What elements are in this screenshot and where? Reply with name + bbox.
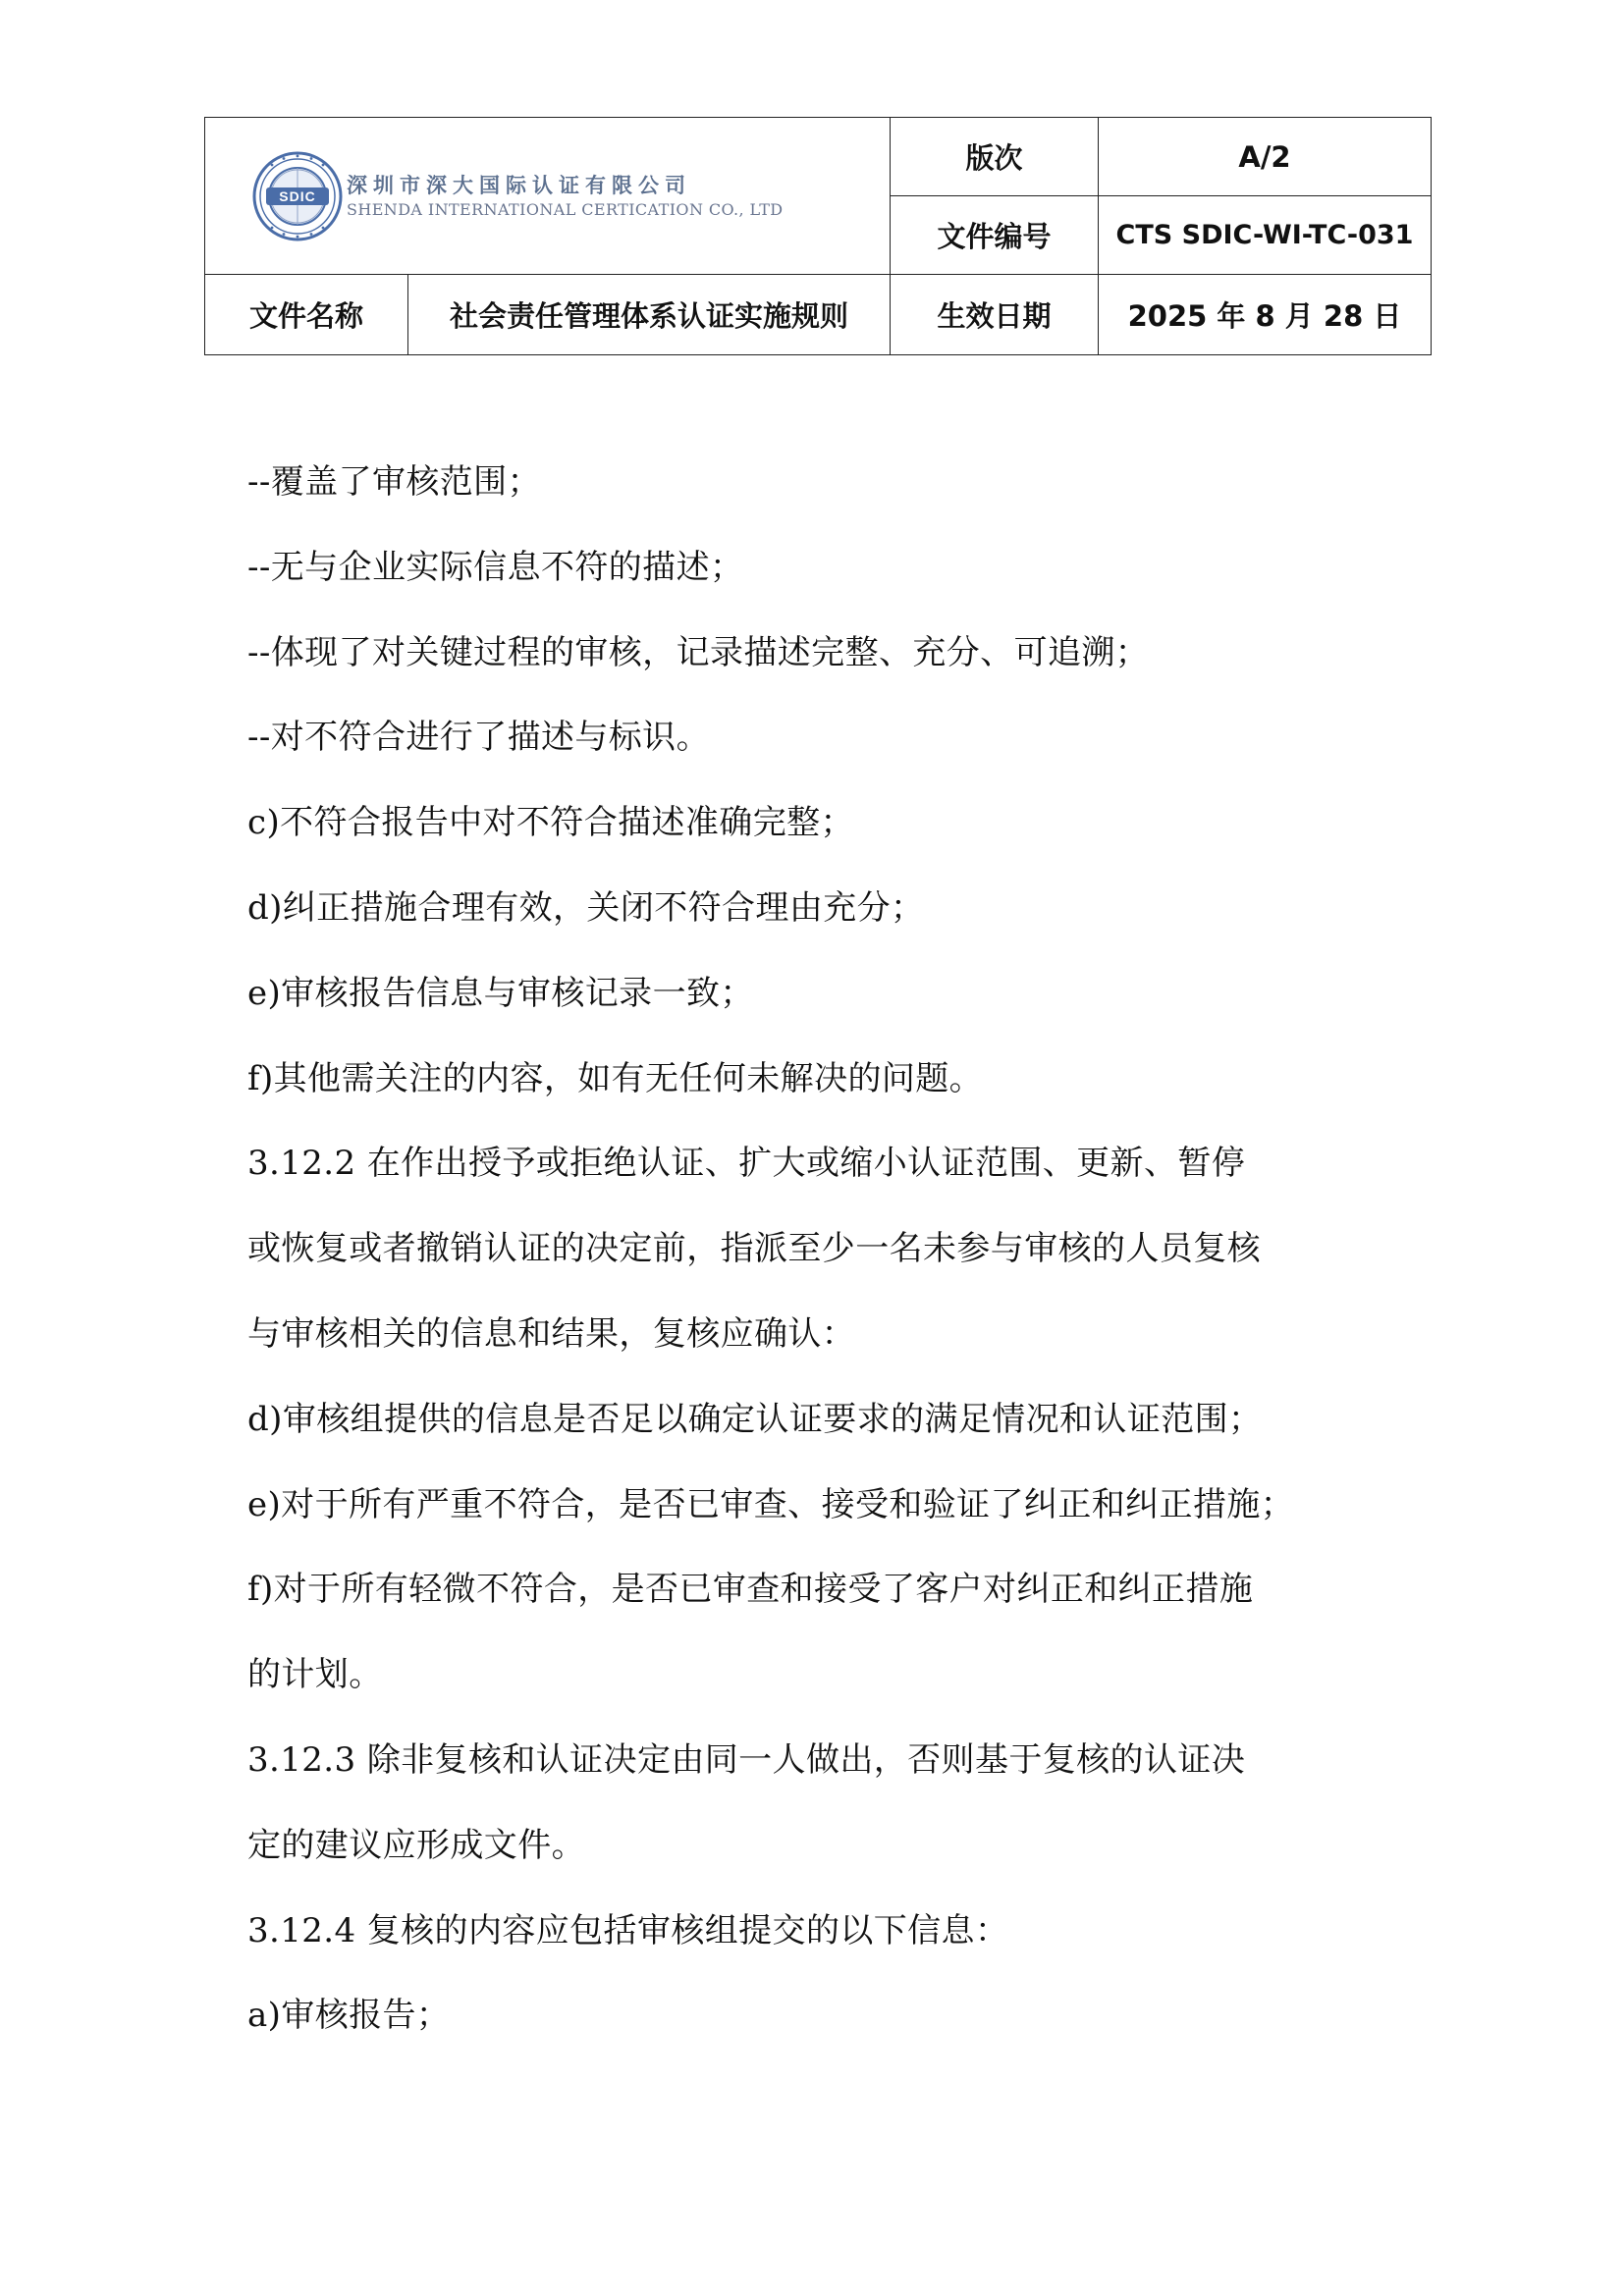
body-line: e)对于所有严重不符合，是否已审查、接受和验证了纠正和纠正措施；: [247, 1484, 1295, 1524]
document-header-table: [204, 117, 1432, 355]
doc-no-label: 文件编号: [891, 196, 1099, 275]
doc-no-value: CTS SDIC-WI-TC-031: [1099, 196, 1432, 275]
company-logo: [252, 151, 784, 241]
effective-date-value: 2025 年 8 月 28 日: [1099, 275, 1432, 355]
body-line: c)不符合报告中对不符合描述准确完整；: [247, 803, 854, 843]
company-logo-cell: [205, 118, 891, 275]
body-line: e)审核报告信息与审核记录一致；: [247, 973, 754, 1013]
company-name-cn: 深圳市深大国际认证有限公司: [347, 174, 691, 197]
body-line: a)审核报告；: [247, 1996, 451, 2036]
body-line: f)对于所有轻微不符合，是否已审查和接受了客户对纠正和纠正措施: [247, 1570, 1254, 1610]
body-line: 或恢复或者撤销认证的决定前，指派至少一名未参与审核的人员复核: [247, 1229, 1261, 1269]
body-line: 3.12.2 在作出授予或拒绝认证、扩大或缩小认证范围、更新、暂停: [247, 1144, 1246, 1184]
company-emblem-icon: [252, 151, 343, 241]
company-name-en: SHENDA INTERNATIONAL CERTICATION CO., LTD: [347, 200, 784, 219]
body-line: --覆盖了审核范围；: [247, 462, 541, 502]
effective-date-label: 生效日期: [891, 275, 1099, 355]
body-line: --对不符合进行了描述与标识。: [247, 718, 710, 758]
body-line: --无与企业实际信息不符的描述；: [247, 547, 744, 587]
version-value: A/2: [1099, 118, 1432, 196]
body-line: 与审核相关的信息和结果，复核应确认：: [247, 1313, 856, 1354]
body-line: 的计划。: [247, 1655, 383, 1695]
logo-mark-text: SDIC: [279, 188, 316, 204]
body-line: d)审核组提供的信息是否足以确定认证要求的满足情况和认证范围；: [247, 1399, 1263, 1439]
doc-name-value: 社会责任管理体系认证实施规则: [408, 275, 891, 355]
version-label: 版次: [891, 118, 1099, 196]
body-line: --体现了对关键过程的审核，记录描述完整、充分、可追溯；: [247, 632, 1150, 672]
body-line: 3.12.3 除非复核和认证决定由同一人做出，否则基于复核的认证决: [247, 1739, 1246, 1780]
body-line: d)纠正措施合理有效，关闭不符合理由充分；: [247, 887, 925, 928]
body-line: 3.12.4 复核的内容应包括审核组提交的以下信息：: [247, 1910, 1009, 1950]
body-line: 定的建议应形成文件。: [247, 1825, 585, 1865]
document-body: [247, 440, 1386, 2058]
body-line: f)其他需关注的内容，如有无任何未解决的问题。: [247, 1058, 984, 1098]
doc-name-label: 文件名称: [205, 275, 408, 355]
